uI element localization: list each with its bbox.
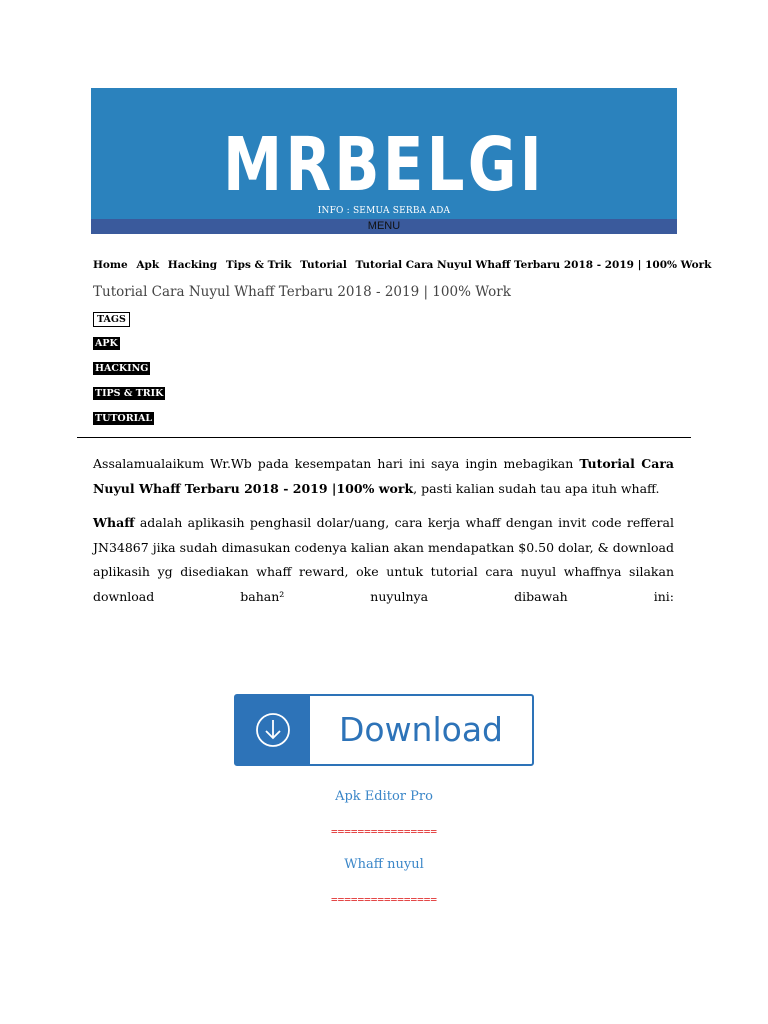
body-text: adalah aplikasih penghasil dolar/uang, cara kerja whaff dengan invit code refferal JN34867 jika sudah dimasukan codenya kalian akan mendapatkan $0.50 dolar, & download aplikasih yg disediakan whaff reward, oke untuk tutorial cara nuyul whaffnya silakan download bahan² nuyulnya dibawah ini:: [93, 515, 674, 604]
body-paragraph: [93, 511, 674, 609]
download-button-label: Download: [338, 710, 504, 749]
breadcrumb-hacking[interactable]: Hacking: [167, 259, 218, 271]
body-bold: Whaff: [93, 515, 135, 530]
intro-paragraph: [93, 452, 674, 501]
separator-1: ================: [331, 825, 437, 838]
menu-button[interactable]: MENU: [367, 220, 401, 232]
breadcrumb-current: Tutorial Cara Nuyul Whaff Terbaru 2018 - 2019 | 100% Work: [355, 259, 712, 271]
tag-apk[interactable]: APK: [95, 338, 118, 349]
tag-hacking[interactable]: HACKING: [95, 363, 149, 374]
breadcrumb-home[interactable]: Home: [93, 259, 128, 271]
site-tagline: INFO : SEMUA SERBA ADA: [317, 206, 451, 216]
tag-tutorial[interactable]: TUTORIAL: [95, 413, 153, 424]
tag-tips-trik[interactable]: TIPS & TRIK: [95, 388, 164, 399]
download-button[interactable]: [234, 694, 534, 766]
apk-editor-pro-link[interactable]: Apk Editor Pro: [335, 789, 433, 804]
content-divider: [77, 437, 691, 438]
breadcrumb-tutorial[interactable]: Tutorial: [300, 259, 347, 271]
tags-label: TAGS: [93, 312, 130, 327]
breadcrumb-tips-trik[interactable]: Tips & Trik: [225, 259, 292, 271]
separator-2: ================: [331, 893, 437, 906]
download-arrow-icon: [254, 711, 292, 749]
intro-lead: Assalamualaikum Wr.Wb pada kesempatan hari ini saya ingin mebagikan: [93, 456, 580, 471]
whaff-nuyul-link[interactable]: Whaff nuyul: [344, 857, 424, 872]
logo-text: MRBELGI: [223, 122, 545, 208]
site-header-banner: [91, 88, 677, 234]
download-icon-area: [236, 696, 310, 764]
post-title: Tutorial Cara Nuyul Whaff Terbaru 2018 - 2019 | 100% Work: [93, 284, 511, 300]
breadcrumb-apk[interactable]: Apk: [136, 259, 160, 271]
intro-bold: Tutorial Cara Nuyul Whaff Terbaru 2018 - 2019 |100% work: [93, 456, 675, 496]
intro-tail: , pasti kalian sudah tau apa ituh whaff.: [413, 480, 660, 496]
breadcrumb: [93, 259, 716, 271]
menu-bar: [91, 219, 677, 234]
site-logo[interactable]: [221, 122, 547, 208]
